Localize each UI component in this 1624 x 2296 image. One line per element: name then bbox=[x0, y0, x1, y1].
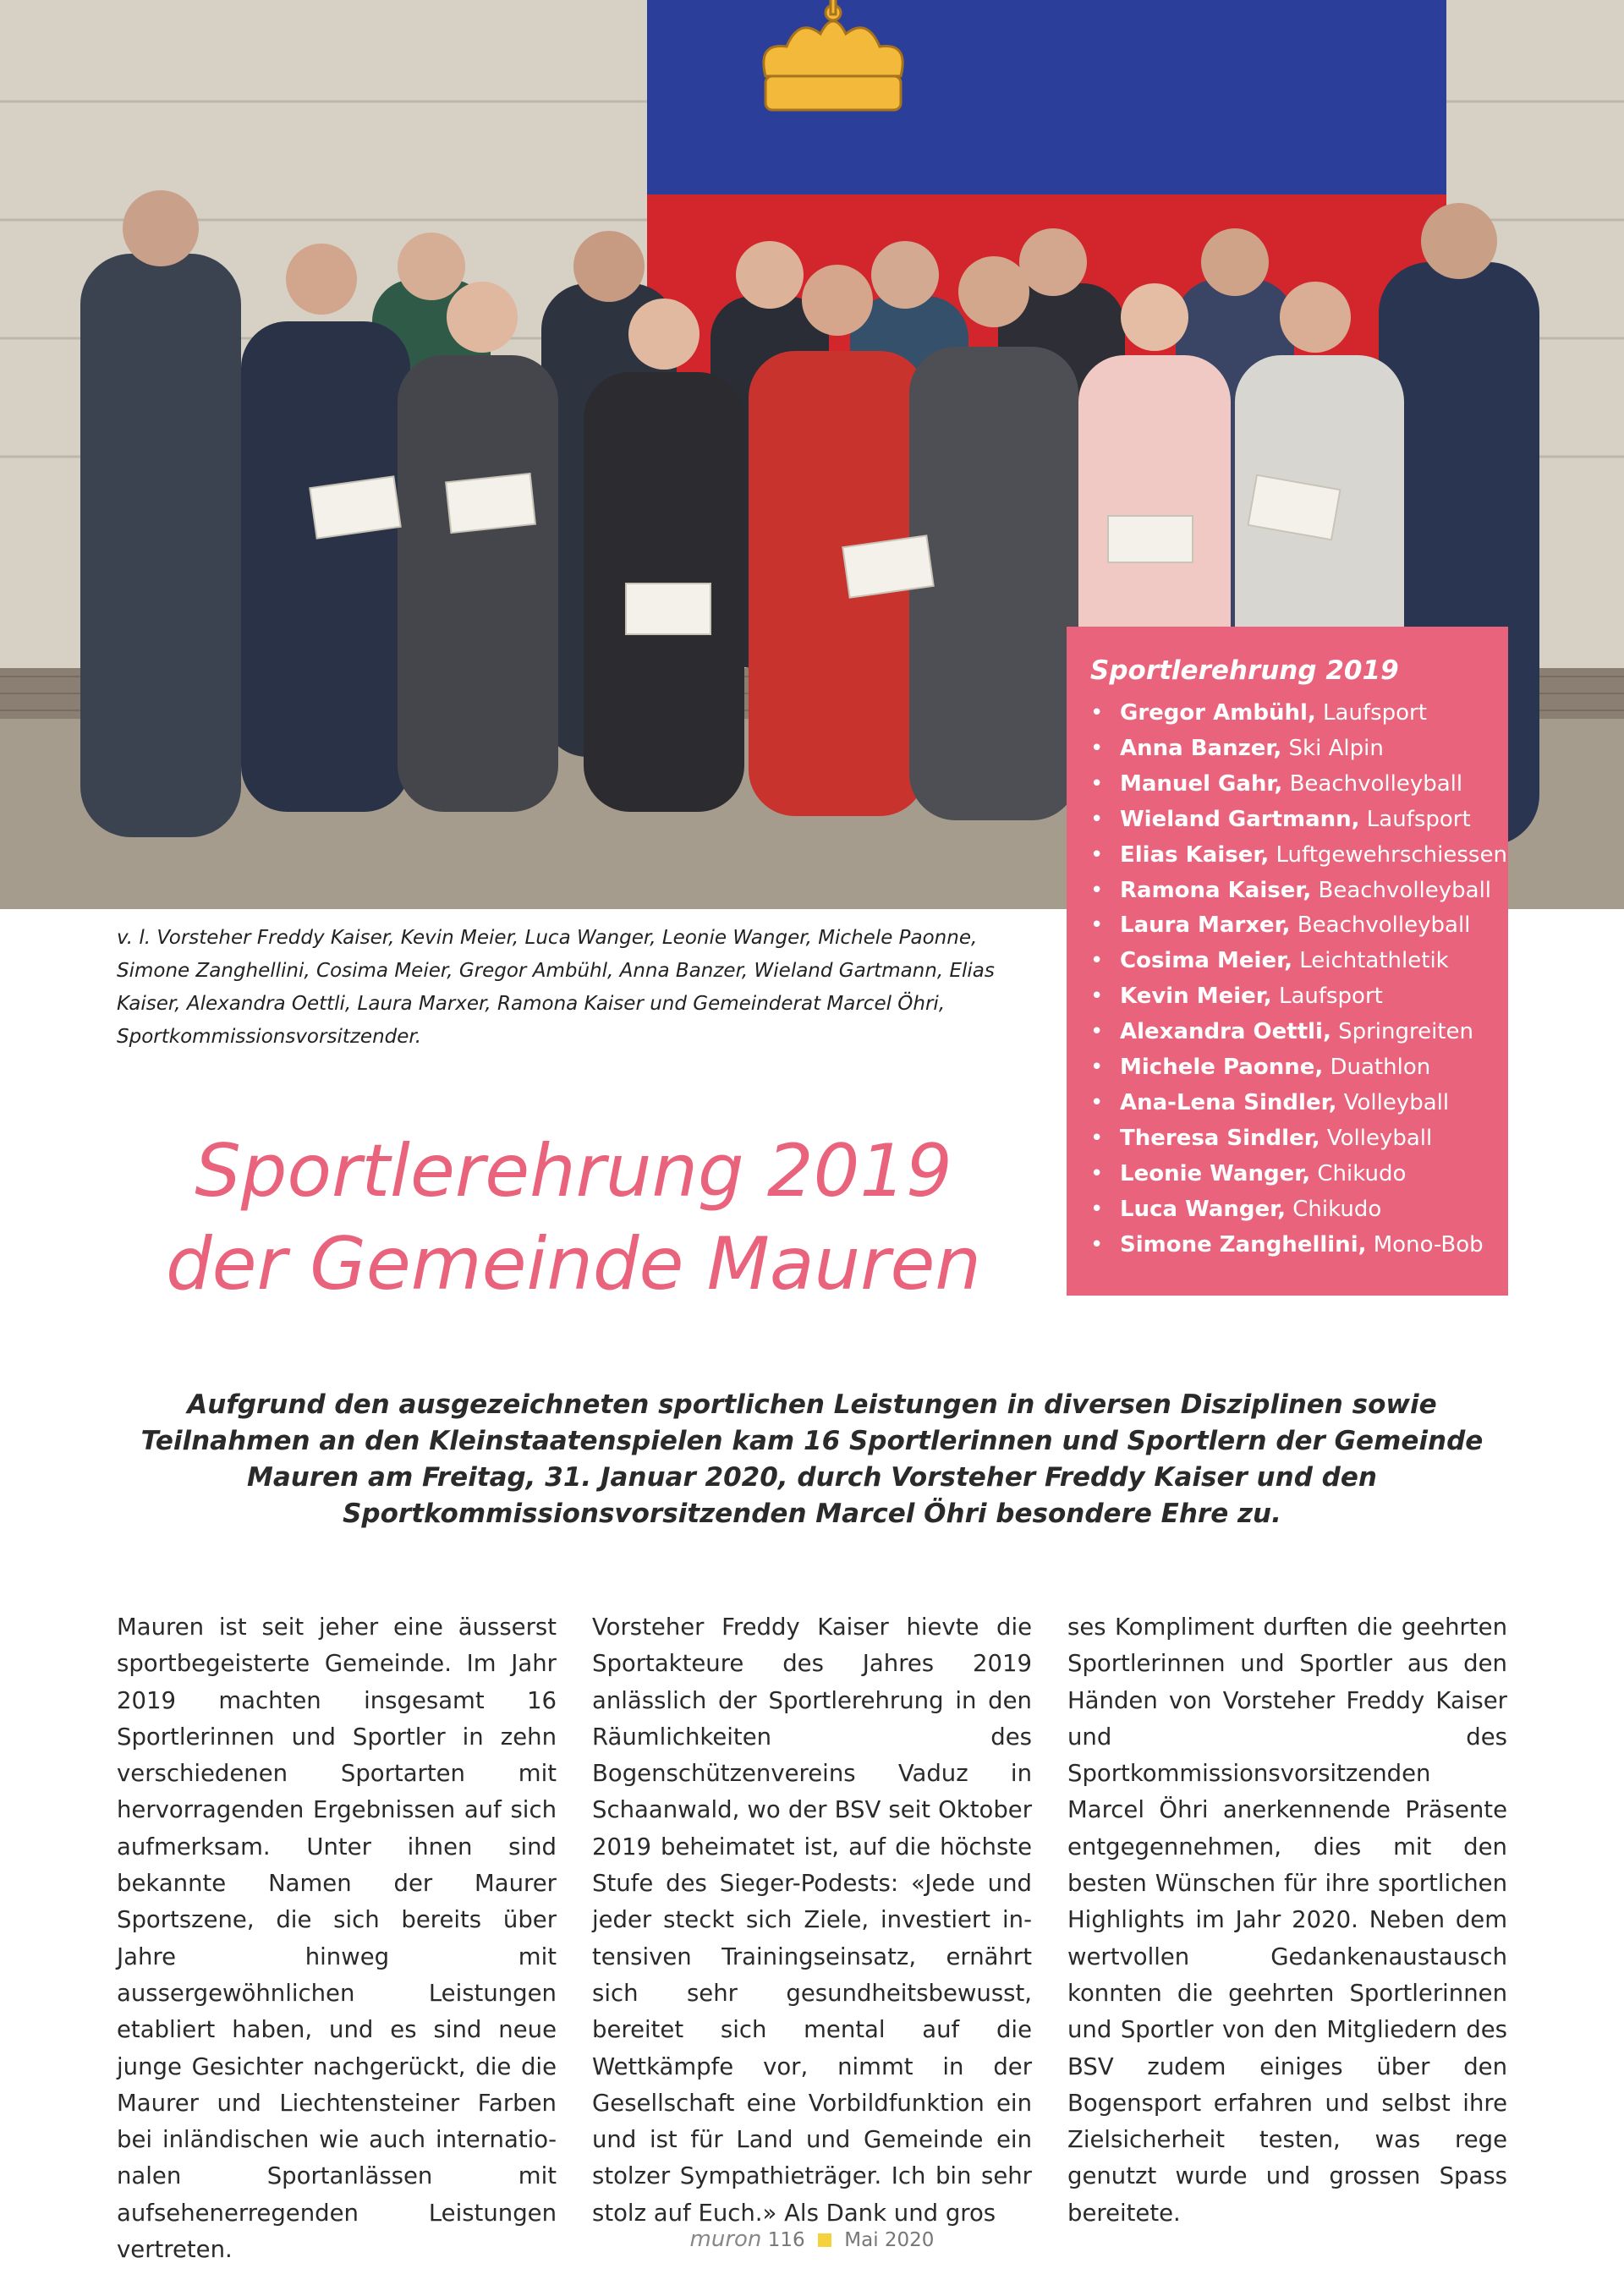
list-item: • Laura Marxer, Beachvolleyball bbox=[1090, 908, 1484, 944]
body-column-2 bbox=[592, 1609, 1032, 2232]
list-item: • Cosima Meier, Leichtathletik bbox=[1090, 944, 1484, 979]
list-item: • Ana-Lena Sindler, Volleyball bbox=[1090, 1086, 1484, 1121]
separator-square-icon bbox=[818, 2233, 831, 2247]
title-line-2: der Gemeinde Mauren bbox=[166, 1222, 981, 1307]
body-column-1 bbox=[117, 1609, 557, 2268]
list-item: • Wieland Gartmann, Laufsport bbox=[1090, 803, 1484, 838]
list-item: • Manuel Gahr, Beachvolleyball bbox=[1090, 767, 1484, 803]
body-text: Vorsteher Freddy Kaiser hievte die Sportakteure des Jahres 2019 anlässlich der Sportlerehrung in den Räumlichkeiten des Bogenschützenvereins Vaduz in Schaanwald, wo der BSV seit Oktober 2019 beheimatet ist, auf die höchste Stufe des Sieger-Podests: «Jede und jeder steckt sich Ziele, investiert intensiven Trainingseinsatz, ernährt sich sehr gesundheitsbewusst, bereitet sich mental auf die Wettkämpfe vor, nimmt in der Gesellschaft eine Vorbildfunktion ein und ist für Land und Gemeinde ein stolzer Sympathieträger. Ich bin sehr stolz auf Euch.» Als Dank und gros bbox=[592, 1614, 1032, 2227]
honorees-list bbox=[1090, 696, 1507, 1263]
honorees-title: Sportlerehrung 2019 bbox=[1090, 655, 1399, 686]
list-item: • Theresa Sindler, Volleyball bbox=[1090, 1121, 1484, 1157]
list-item: • Elias Kaiser, Luftgewehrschiessen bbox=[1090, 838, 1484, 874]
list-item: • Simone Zanghellini, Mono-Bob bbox=[1090, 1228, 1484, 1263]
body-text: ses Kompliment durften die geehrten Sportlerinnen und Sportler aus den Händen von Vorsteher Freddy Kaiser und des Sportkommissionsvorsitzenden Marcel Öhri anerkennende Präsente entgegennehmen, dies mit den besten Wünschen für ihre sportlichen Highlights im Jahr 2020. Neben dem wertvollen Gedankenaustausch konnten die geehrten Sportlerinnen und Sportler von den Mitgliedern des BSV zudem einiges über den Bogensport erfahren und selbst ihre Zielsicherheit testen, was rege genutzt wurde und grossen Spass bereitete. bbox=[1067, 1614, 1507, 2227]
list-item: • Leonie Wanger, Chikudo bbox=[1090, 1157, 1484, 1192]
list-item: • Ramona Kaiser, Beachvolleyball bbox=[1090, 874, 1484, 909]
list-item: • Alexandra Oettli, Springreiten bbox=[1090, 1015, 1484, 1050]
page-title bbox=[117, 1125, 1030, 1311]
body-column-3 bbox=[1067, 1609, 1507, 2232]
list-item: • Anna Banzer, Ski Alpin bbox=[1090, 732, 1484, 767]
lead-paragraph: Aufgrund den ausgezeichneten sportlichen Leistungen in diversen Disziplinen sowie Teilnahmen an den Kleinstaatenspielen kam 16 Sportlerinnen und Sportlern der Gemeinde Mauren am Freitag, 31. Januar 2020, durch Vorsteher Freddy Kaiser und den Sportkommissionsvorsitzenden Marcel Öhri besondere Ehre zu. bbox=[140, 1389, 1484, 1529]
issue-number: 116 bbox=[767, 2229, 805, 2251]
list-item: • Michele Paonne, Duathlon bbox=[1090, 1050, 1484, 1086]
page-footer bbox=[0, 2227, 1624, 2252]
title-line-1: Sportlerehrung 2019 bbox=[195, 1129, 952, 1214]
list-item: • Gregor Ambühl, Laufsport bbox=[1090, 696, 1484, 732]
issue-date: Mai 2020 bbox=[844, 2229, 935, 2251]
honorees-box bbox=[1067, 627, 1508, 1296]
body-text: Mauren ist seit jeher eine äusserst sportbegeisterte Gemeinde. Im Jahr 2019 machten insgesamt 16 Sportlerinnen und Sportler in zehn verschiedenen Sportarten mit hervorragenden Ergebnissen auf sich aufmerksam. Unter ihnen sind bekannte Namen der Maurer Sportszene, die sich bereits über Jahre hinweg mit aussergewöhnlichen Leistungen etabliert haben, und es sind neue junge Gesichter nachgerückt, die die Maurer und Liechtensteiner Farben bei inländischen wie auch internationalen Sportanlässen mit aufsehenerregenden Leistungen vertreten. bbox=[117, 1614, 557, 2264]
list-item: • Luca Wanger, Chikudo bbox=[1090, 1192, 1484, 1228]
magazine-name: muron bbox=[689, 2227, 762, 2252]
list-item: • Kevin Meier, Laufsport bbox=[1090, 979, 1484, 1015]
photo-caption: v. l. Vorsteher Freddy Kaiser, Kevin Meier, Luca Wanger, Leonie Wanger, Michele Paonne, Simone Zanghellini, Cosima Meier, Gregor Ambühl, Anna Banzer, Wieland Gartmann, Elias Kaiser, Alexandra Oettli, Laura Marxer, Ramona Kaiser und Gemeinderat Marcel Öhri, Sportkommissionsvorsitzender. bbox=[117, 927, 995, 1048]
